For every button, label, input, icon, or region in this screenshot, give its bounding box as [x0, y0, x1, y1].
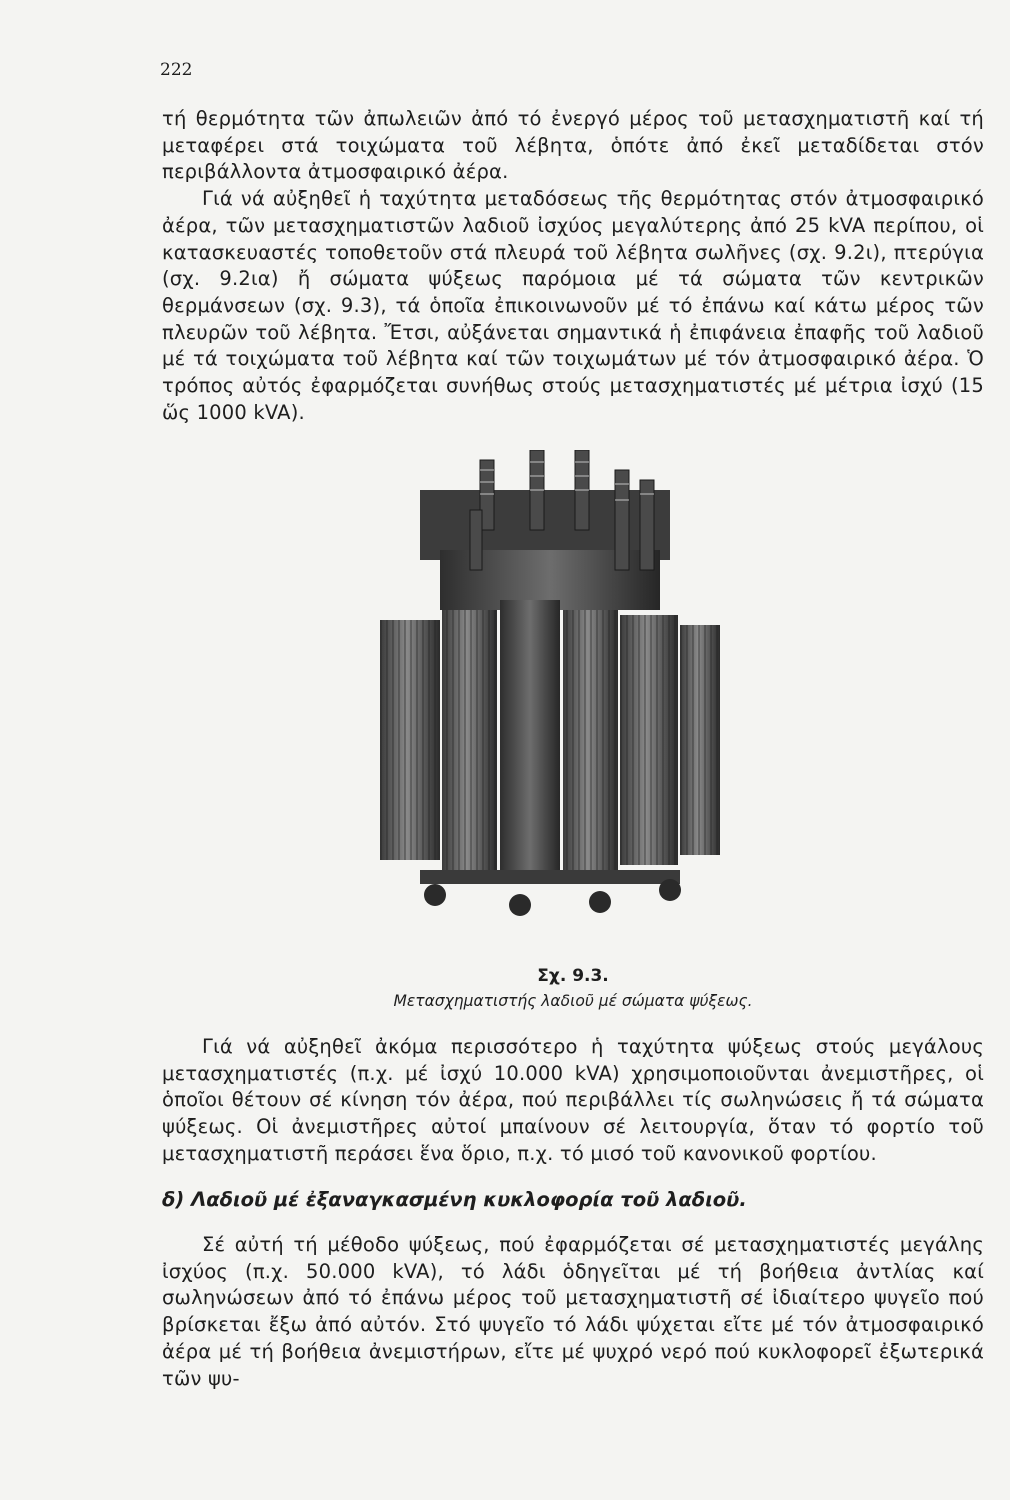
paragraph: Γιά νά αὐξηθεῖ ἀκόμα περισσότερο ἡ ταχύτητα ψύξεως στούς μεγάλους μετασχηματιστές (π.χ. μέ ἰσχύ 10.000 kVA) χρησιμοποιοῦνται ἀνεμιστῆρες, οἱ ὁποῖοι θέτουν σέ κίνηση τόν ἀέρα, πού περιβάλλει τίς σωληνώσεις ἤ τά σώματα ψύξεως. Οἱ ἀνεμιστῆρες αὐτοί μπαίνουν σέ λειτουργία, ὅταν τό φορτίο τοῦ μετασχηματιστῆ περάσει ἕνα ὅριο, π.χ. τό μισό τοῦ κανονικοῦ φορτίου.	[162, 1035, 984, 1165]
paragraph: Γιά νά αὐξηθεῖ ἡ ταχύτητα μεταδόσεως τῆς θερμότητας στόν ἀτμοσφαιρικό ἀέρα, τῶν μετασχηματιστῶν λαδιοῦ ἰσχύος μεγαλύτερης ἀπό 25 kVA περίπου, οἱ κατασκευαστές τοποθετοῦν στά πλευρά τοῦ λέβητα σωλῆνες (σχ. 9.2ι), πτερύγια (σχ. 9.2ια) ἤ σώματα ψύξεως παρόμοια μέ τά σώματα τῶν κεντρικῶν θερμάνσεων (σχ. 9.3), τά ὁποῖα ἐπικοινωνοῦν μέ τό ἐπάνω καί κάτω μέρος τῶν πλευρῶν τοῦ λέβητα. Ἔτσι, αὐξάνεται σημαντικά ἡ ἐπιφάνεια ἐπαφῆς τοῦ λαδιοῦ μέ τά τοιχώματα τοῦ λέβητα καί τῶν τοιχωμάτων μέ τόν ἀτμοσφαιρικό ἀέρα. Ὁ τρόπος αὐτός ἐφαρμόζεται συνήθως στούς μετασχηματιστές μέ μέτρια ἰσχύ (15 ὥς 1000 kVA).	[162, 187, 984, 424]
section-heading: δ) Λαδιοῦ μέ ἐξαναγκασμένη κυκλοφορία τοῦ λαδιοῦ.	[162, 1188, 747, 1211]
body-text-bottom	[162, 1232, 984, 1392]
transformer-photo	[380, 450, 720, 930]
page-number: 222	[160, 60, 193, 80]
figure-label: Σχ. 9.3.	[537, 966, 609, 986]
figure-caption: Μετασχηματιστής λαδιοῦ μέ σώματα ψύξεως.	[393, 992, 753, 1010]
body-text-top	[162, 106, 984, 426]
body-text-middle	[162, 1034, 984, 1168]
paragraph: τή θερμότητα τῶν ἀπωλειῶν ἀπό τό ἐνεργό μέρος τοῦ μετασχηματιστῆ καί τή μεταφέρει στά τοιχώματα τοῦ λέβητα, ὁπότε ἀπό ἐκεῖ μεταδίδεται στόν περιβάλλοντα ἀτμοσφαιρικό ἀέρα.	[162, 107, 984, 184]
paragraph: Σέ αὐτή τή μέθοδο ψύξεως, πού ἐφαρμόζεται σέ μετασχηματιστές μεγάλης ἰσχύος (π.χ. 50.000 kVA), τό λάδι ὁδηγεῖται μέ τή βοήθεια ἀντλίας καί σωληνώσεων ἀπό τό ἐπάνω μέρος τοῦ μετασχηματιστῆ σέ ἰδιαίτερο ψυγεῖο πού βρίσκεται ἔξω ἀπό αὐτόν. Στό ψυγεῖο τό λάδι ψύχεται εἴτε μέ τόν ἀτμοσφαιρικό ἀέρα μέ τή βοήθεια ἀνεμιστήρων, εἴτε μέ ψυχρό νερό πού κυκλοφορεῖ ἐξωτερικά τῶν ψυ-	[162, 1233, 984, 1390]
